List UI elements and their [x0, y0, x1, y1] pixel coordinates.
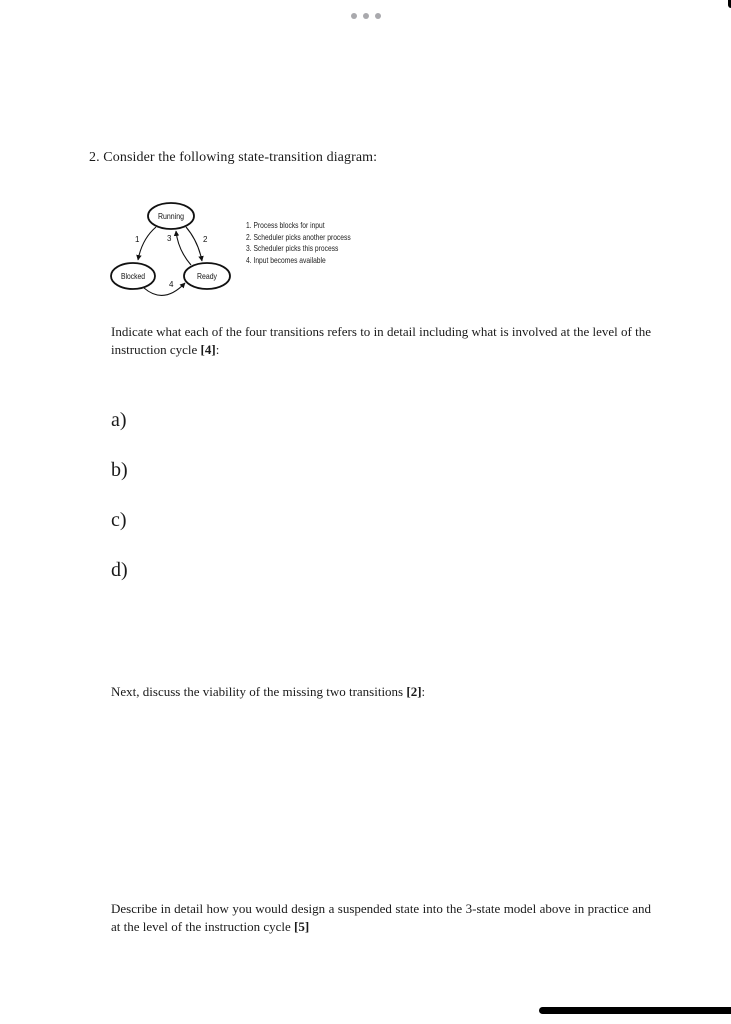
transition-2-number: 2: [203, 235, 208, 244]
dot: [351, 13, 357, 19]
part3-text: Describe in detail how you would design a suspended state into the 3-state model above in practice and at the level of the instruction cycle: [111, 901, 651, 934]
legend-item: 3. Scheduler picks this process: [246, 243, 339, 253]
dot: [375, 13, 381, 19]
dot: [363, 13, 369, 19]
part1-prompt: [111, 323, 651, 359]
legend-item: 2. Scheduler picks another process: [246, 231, 351, 242]
answer-label-c: c): [111, 509, 127, 531]
transition-3-arrow: [176, 231, 191, 265]
answer-label-b: b): [111, 459, 128, 481]
blocked-label: Blocked: [121, 271, 146, 281]
part2-suffix: :: [421, 684, 426, 699]
question-title: 2. Consider the following state-transition diagram:: [89, 150, 378, 165]
transition-3-number: 3: [167, 234, 172, 243]
part2-prompt: [111, 683, 651, 701]
transition-1-arrow: [138, 227, 156, 260]
home-indicator[interactable]: [539, 1007, 731, 1014]
transition-legend: [246, 220, 351, 266]
part1-suffix: :: [215, 342, 220, 357]
answer-label-d: d): [111, 559, 128, 581]
answer-label-a: a): [111, 409, 127, 431]
part3-prompt: [111, 900, 651, 936]
part1-marks: [4]: [200, 342, 216, 357]
ready-label: Ready: [197, 271, 218, 281]
running-label: Running: [158, 211, 185, 221]
legend-item: 1. Process blocks for input: [246, 220, 325, 230]
part2-marks: [2]: [406, 684, 422, 699]
part1-text: Indicate what each of the four transitions refers to in detail including what is involved at the level of the instruction cycle: [111, 324, 651, 357]
legend-item: 4. Input becomes available: [246, 254, 326, 265]
transition-1-number: 1: [135, 235, 140, 244]
more-options-icon[interactable]: [351, 12, 381, 20]
part3-marks: [5]: [294, 919, 310, 934]
part2-text: Next, discuss the viability of the missing two transitions: [111, 684, 407, 699]
transition-2-arrow: [186, 227, 202, 261]
transition-4-number: 4: [169, 280, 174, 289]
